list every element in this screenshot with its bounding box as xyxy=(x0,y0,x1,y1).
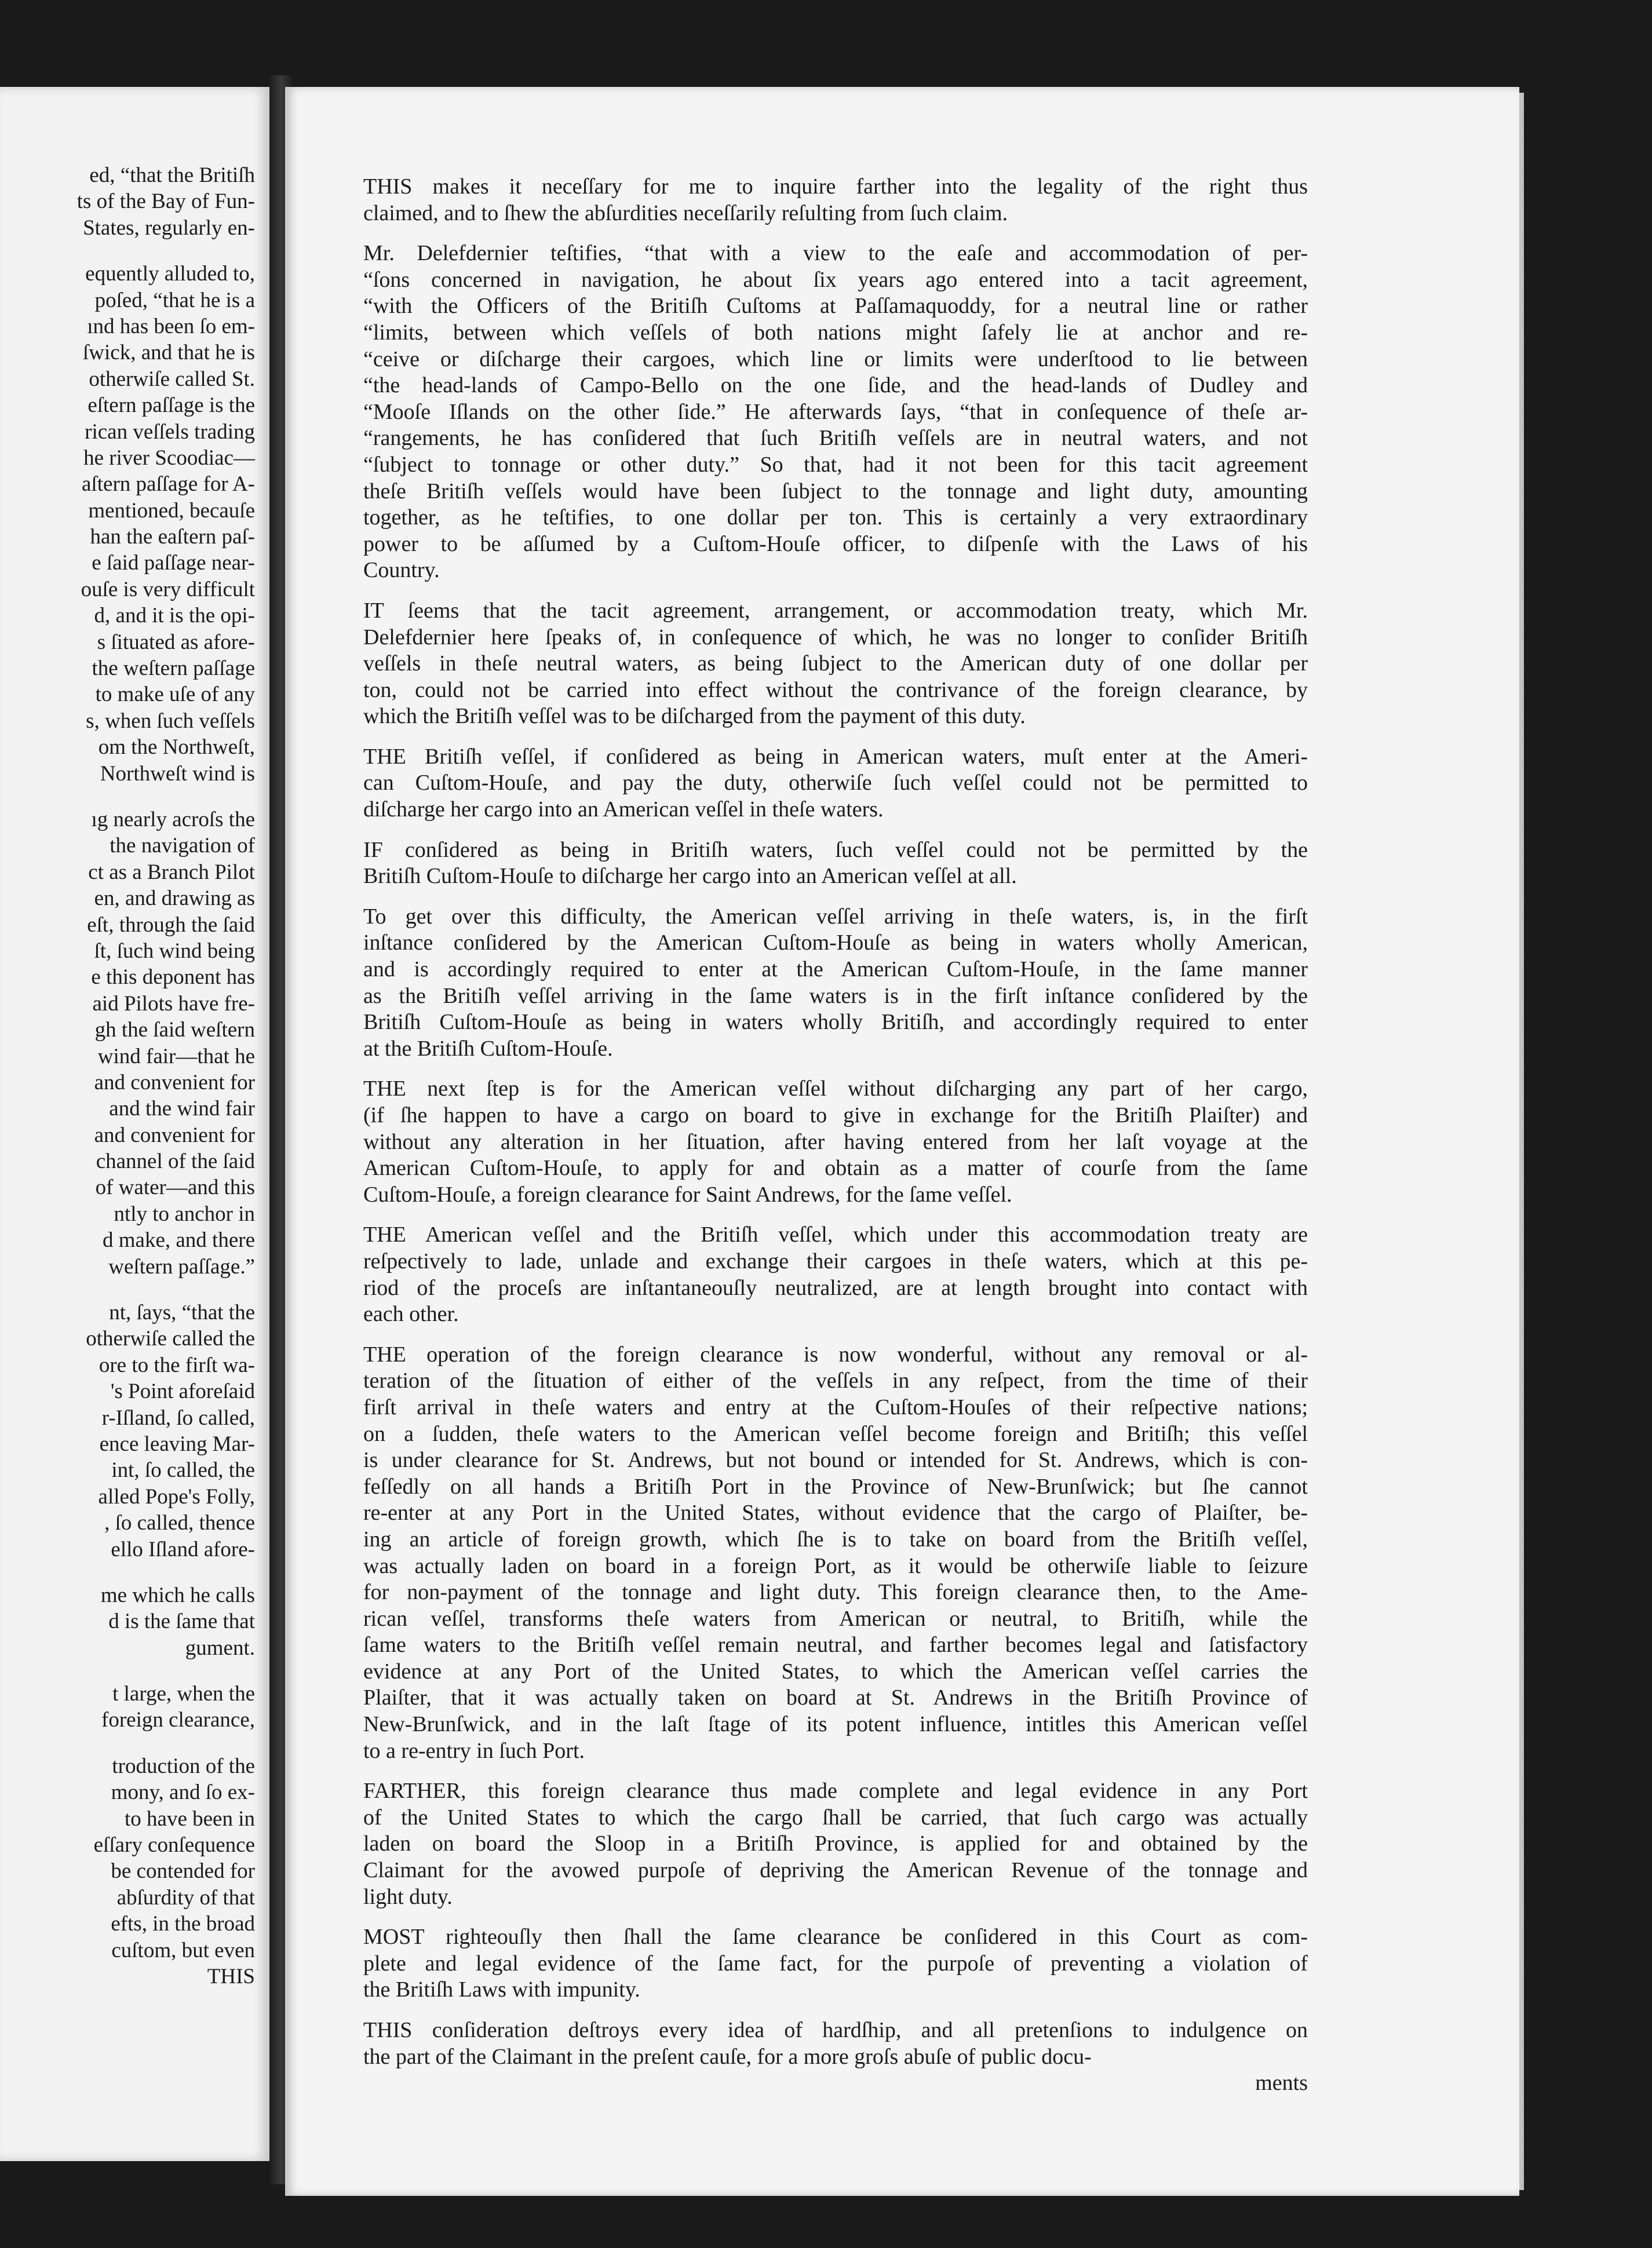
left-page-line: int, ſo called, the xyxy=(111,1458,255,1483)
text-line: was actually laden on board in a foreign Port, as it would be otherwiſe liable to ſeizure xyxy=(363,1553,1308,1578)
left-page-block xyxy=(0,1582,255,1661)
paragraph xyxy=(363,837,1308,890)
text-line: evidence at any Port of the United States, to which the American veſſel carries the xyxy=(363,1659,1308,1684)
left-page-line: gh the ſaid weſtern xyxy=(94,1018,255,1042)
left-page xyxy=(0,87,269,2161)
left-page-line: Northweſt wind is xyxy=(100,761,255,786)
paragraph xyxy=(363,1778,1308,1910)
left-page-line: r-Iſland, ſo called, xyxy=(101,1406,255,1430)
left-page-line: me which he calls xyxy=(100,1583,255,1607)
text-line: THIS makes it neceſſary for me to inquire farther into the legality of the right thus xyxy=(363,174,1308,199)
text-line: New-Brunſwick, and in the laſt ſtage of its potent influence, intitles this American veſſel xyxy=(363,1712,1308,1737)
left-page-line: the weſtern paſſage xyxy=(92,656,255,681)
paragraph xyxy=(363,2017,1308,2070)
text-line: at the Britiſh Cuſtom-Houſe. xyxy=(363,1036,613,1061)
left-page-line: rican veſſels trading xyxy=(85,419,255,444)
left-page-line: ello Iſland afore- xyxy=(111,1537,255,1561)
text-line: “Mooſe Iſlands on the other ſide.” He afterwards ſays, “that in conſequence of theſe ar- xyxy=(363,399,1308,424)
left-page-line: d, and it is the opi- xyxy=(94,604,255,628)
left-page-line: ct as a Branch Pilot xyxy=(88,860,255,884)
text-line: on a ſudden, theſe waters to the American veſſel become foreign and Britiſh; this veſſel xyxy=(363,1421,1308,1446)
left-page-line: eſt, through the ſaid xyxy=(87,913,255,937)
text-line: Britiſh Cuſtom-Houſe to diſcharge her cargo into an American veſſel at all. xyxy=(363,864,1017,889)
text-line: THE American veſſel and the Britiſh veſſel, which under this accommodation treaty are xyxy=(363,1222,1308,1247)
left-page-line: eſſary conſequence xyxy=(93,1833,255,1857)
text-line: To get over this difficulty, the American veſſel arriving in theſe waters, is, in the firſt xyxy=(363,904,1308,929)
left-page-line: troduction of the xyxy=(112,1754,255,1778)
left-page-line: s, when ſuch veſſels xyxy=(86,709,255,733)
text-line: “rangements, he has conſidered that ſuch Britiſh veſſels are in neutral waters, and not xyxy=(363,426,1308,451)
left-page-line: eſtern paſſage is the xyxy=(87,393,255,418)
left-page-block xyxy=(0,1681,255,1734)
left-page-line: aſtern paſſage for A- xyxy=(82,472,255,497)
text-line: Cuſtom-Houſe, a foreign clearance for Saint Andrews, for the ſame veſſel. xyxy=(363,1182,1012,1207)
text-line: without any alteration in her ſituation, after having entered from her laſt voyage at the xyxy=(363,1129,1308,1154)
text-line: Delefdernier here ſpeaks of, in conſequence of which, he was no longer to conſider Britiſh xyxy=(363,625,1308,649)
catchword: ments xyxy=(1255,2071,1308,2096)
left-page-block xyxy=(0,162,255,241)
left-page-line: be contended for xyxy=(111,1859,255,1884)
left-page-line: to make uſe of any xyxy=(95,683,255,707)
paragraph xyxy=(363,1924,1308,2004)
text-line: which the Britiſh veſſel was to be diſcharged from the payment of this duty. xyxy=(363,704,1026,729)
left-page-line: om the Northweſt, xyxy=(98,735,255,760)
text-line: feſſedly on all hands a Britiſh Port in the Province of New-Brunſwick; but ſhe cannot xyxy=(363,1474,1308,1499)
paragraph xyxy=(363,1222,1308,1327)
main-text xyxy=(363,174,1308,2097)
left-page-block xyxy=(0,1753,255,1990)
left-page-line: ſwick, and that he is xyxy=(83,341,255,365)
left-page-line: foreign clearance, xyxy=(101,1708,255,1732)
text-line: THE Britiſh veſſel, if conſidered as being in American waters, muſt enter at the Ameri- xyxy=(363,744,1308,769)
left-page-line: THIS xyxy=(207,1965,255,1988)
text-line: THIS conſideration deſtroys every idea of hardſhip, and all pretenſions to indulgence on xyxy=(363,2018,1308,2042)
text-line: as the Britiſh veſſel arriving in the ſame waters is in the firſt inſtance conſidered by the xyxy=(363,983,1308,1008)
text-line: American Cuſtom-Houſe, to apply for and obtain as a matter of courſe from the ſame xyxy=(363,1156,1308,1181)
text-line: together, as he teſtifies, to one dollar per ton. This is certainly a very extraordinary xyxy=(363,505,1308,530)
left-page-line: States, regularly en- xyxy=(83,216,255,240)
text-line: each other. xyxy=(363,1302,459,1327)
text-line: “the head-lands of Campo-Bello on the one ſide, and the head-lands of Dudley and xyxy=(363,373,1308,398)
left-page-line: and the wind fair xyxy=(109,1097,255,1121)
left-page-block xyxy=(0,1300,255,1563)
text-line: reſpectively to lade, unlade and exchange their cargoes in theſe waters, which at this pe- xyxy=(363,1249,1308,1273)
text-line: to a re-entry in ſuch Port. xyxy=(363,1738,585,1763)
text-line: Mr. Delefdernier teſtifies, “that with a view to the eaſe and accommodation of per- xyxy=(363,241,1308,266)
text-line: “ſons concerned in navigation, he about ſix years ago entered into a tacit agreement, xyxy=(363,267,1308,292)
left-page-line: gument. xyxy=(185,1636,255,1660)
text-line: “ſubject to tonnage or other duty.” So that, had it not been for this tacit agreement xyxy=(363,452,1308,477)
text-line: Britiſh Cuſtom-Houſe as being in waters wholly Britiſh, and accordingly required to enter xyxy=(363,1010,1308,1035)
text-line: and is accordingly required to enter at the American Cuſtom-Houſe, in the ſame manner xyxy=(363,957,1308,982)
left-page-line: d make, and there xyxy=(103,1228,255,1253)
paragraph xyxy=(363,1342,1308,1765)
text-line: IF conſidered as being in Britiſh waters, ſuch veſſel could not be permitted by the xyxy=(363,837,1308,862)
text-line: (if ſhe happen to have a cargo on board to give in exchange for the Britiſh Plaiſter) and xyxy=(363,1103,1308,1127)
paragraph xyxy=(363,174,1308,227)
text-line: FARTHER, this foreign clearance thus made complete and legal evidence in any Port xyxy=(363,1779,1308,1804)
left-page-line: wind fair—that he xyxy=(97,1044,255,1068)
paragraph xyxy=(363,744,1308,823)
text-line: power to be aſſumed by a Cuſtom-Houſe officer, to diſpenſe with the Laws of his xyxy=(363,531,1308,556)
text-line: the Britiſh Laws with impunity. xyxy=(363,1977,640,2002)
text-line: laden on board the Sloop in a Britiſh Province, is applied for and obtained by the xyxy=(363,1831,1308,1856)
text-line: can Cuſtom-Houſe, and pay the duty, otherwiſe ſuch veſſel could not be permitted to xyxy=(363,771,1308,795)
text-line: ton, could not be carried into effect without the contrivance of the foreign clearance, by xyxy=(363,677,1308,702)
left-page-line: of water—and this xyxy=(95,1176,255,1200)
text-line: “ceive or diſcharge their cargoes, which line or limits were underſtood to lie between xyxy=(363,346,1308,371)
text-line: theſe Britiſh veſſels would have been ſubject to the tonnage and light duty, amounting xyxy=(363,479,1308,503)
left-page-line: equently alluded to, xyxy=(85,262,255,286)
left-page-line: nt, ſays, “that the xyxy=(109,1301,255,1325)
left-page-line: otherwiſe called the xyxy=(86,1327,255,1351)
left-page-line: han the eaſtern paſ- xyxy=(90,525,255,549)
text-line: “limits, between which veſſels of both nations might ſafely lie at anchor and re- xyxy=(363,320,1308,345)
left-page-line: ınd has been ſo em- xyxy=(87,314,255,338)
text-line: MOST righteouſly then ſhall the ſame clearance be conſidered in this Court as com- xyxy=(363,1925,1308,1950)
left-page-block xyxy=(0,261,255,787)
text-line: re-enter at any Port in the United States, without evidence that the cargo of Plaiſter, be- xyxy=(363,1501,1308,1526)
left-page-line: en, and drawing as xyxy=(94,886,255,911)
left-page-line: alled Pope's Folly, xyxy=(98,1484,255,1509)
left-page-line: t large, when the xyxy=(112,1682,255,1706)
left-page-line: channel of the ſaid xyxy=(96,1149,255,1174)
text-line: plete and legal evidence of the ſame fact, for the purpoſe of preventing a violation of xyxy=(363,1951,1308,1976)
left-page-line: ence leaving Mar- xyxy=(99,1432,255,1456)
text-line: THE next ſtep is for the American veſſel without diſcharging any part of her cargo, xyxy=(363,1076,1308,1101)
text-line: veſſels in theſe neutral waters, as being ſubject to the American duty of one dollar per xyxy=(363,651,1308,676)
page-number: 23 xyxy=(1627,157,1652,183)
left-page-line: to have been in xyxy=(125,1807,255,1831)
text-line: IT ſeems that the tacit agreement, arrangement, or accommodation treaty, which Mr. xyxy=(363,598,1308,623)
left-page-line: ıg nearly acroſs the xyxy=(91,807,255,831)
text-line: “with the Officers of the Britiſh Cuſtoms at Paſſamaquoddy, for a neutral line or rather xyxy=(363,294,1308,319)
left-page-line: otherwiſe called St. xyxy=(89,367,255,391)
left-page-line: abſurdity of that xyxy=(116,1885,255,1910)
paragraph xyxy=(363,904,1308,1063)
left-page-line: and convenient for xyxy=(94,1070,255,1094)
left-page-line: , ſo called, thence xyxy=(104,1511,255,1535)
left-page-block xyxy=(0,806,255,1280)
text-line: diſcharge her cargo into an American veſſel in theſe waters. xyxy=(363,797,884,822)
text-line: of the United States to which the cargo ſhall be carried, that ſuch cargo was actually xyxy=(363,1805,1308,1830)
left-page-line: e this deponent has xyxy=(91,965,255,990)
text-line: teration of the ſituation of either of the veſſels in any reſpect, from the time of their xyxy=(363,1368,1308,1393)
left-page-line: d is the ſame that xyxy=(108,1610,255,1634)
left-page-line: and convenient for xyxy=(94,1123,255,1147)
left-page-line: ſt, ſuch wind being xyxy=(94,939,255,963)
text-line: ing an article of foreign growth, which ſhe is to take on board from the Britiſh veſſel, xyxy=(363,1527,1308,1552)
left-page-line: ed, “that the Britiſh xyxy=(89,163,255,187)
left-page-line: the navigation of xyxy=(110,834,255,858)
paragraph xyxy=(363,1076,1308,1208)
text-line: for non-payment of the tonnage and light duty. This foreign clearance then, to the Ame- xyxy=(363,1580,1308,1605)
text-line: THE operation of the foreign clearance is now wonderful, without any removal or al- xyxy=(363,1342,1308,1367)
text-line: Plaiſter, that it was actually taken on board at St. Andrews in the Britiſh Province of xyxy=(363,1685,1308,1710)
text-line: rican veſſel, transforms theſe waters from American or neutral, to Britiſh, while the xyxy=(363,1606,1308,1631)
text-line: riod of the proceſs are inſtantaneouſly neutralized, are at length brought into contact with xyxy=(363,1275,1308,1300)
text-line: Country. xyxy=(363,558,440,583)
paragraph xyxy=(363,240,1308,584)
left-page-line: poſed, “that he is a xyxy=(94,288,255,312)
text-line: inſtance conſidered by the American Cuſtom-Houſe as being in waters wholly American, xyxy=(363,930,1308,955)
left-page-line: mentioned, becauſe xyxy=(88,498,255,523)
left-page-line: mony, and ſo ex- xyxy=(111,1780,255,1805)
text-line: Claimant for the avowed purpoſe of depriving the American Revenue of the tonnage and xyxy=(363,1858,1308,1883)
left-page-line: cuſtom, but even xyxy=(111,1938,255,1962)
left-page-line: 's Point aforeſaid xyxy=(110,1380,255,1404)
left-page-line: ouſe is very difficult xyxy=(81,577,255,601)
text-line: claimed, and to ſhew the abſurdities neceſſarily reſulting from ſuch claim. xyxy=(363,200,1008,225)
left-page-line: weſtern paſſage.” xyxy=(108,1254,255,1279)
text-line: ſame waters to the Britiſh veſſel remain neutral, and farther becomes legal and ſatisfactory xyxy=(363,1633,1308,1658)
left-page-line: s ſituated as afore- xyxy=(97,630,255,654)
left-page-line: efts, in the broad xyxy=(111,1912,255,1936)
text-line: light duty. xyxy=(363,1884,453,1909)
paragraph xyxy=(363,598,1308,730)
left-page-line: he river Scoodiac— xyxy=(83,446,255,470)
left-page-line: e ſaid paſſage near- xyxy=(92,551,255,575)
left-page-line: ntly to anchor in xyxy=(114,1202,255,1226)
right-page xyxy=(285,87,1652,2196)
left-page-line: aid Pilots have fre- xyxy=(92,991,255,1016)
text-line: the part of the Claimant in the preſent cauſe, for a more groſs abuſe of public docu- xyxy=(363,2044,1092,2069)
text-line: firſt arrival in theſe waters and entry at the Cuſtom-Houſes of their reſpective nations; xyxy=(363,1395,1308,1419)
text-line: is under clearance for St. Andrews, but not bound or intended for St. Andrews, which is con- xyxy=(363,1448,1308,1473)
left-page-line: ts of the Bay of Fun- xyxy=(76,189,255,214)
left-page-text xyxy=(0,162,255,1990)
left-page-line: ore to the firſt wa- xyxy=(99,1353,255,1377)
